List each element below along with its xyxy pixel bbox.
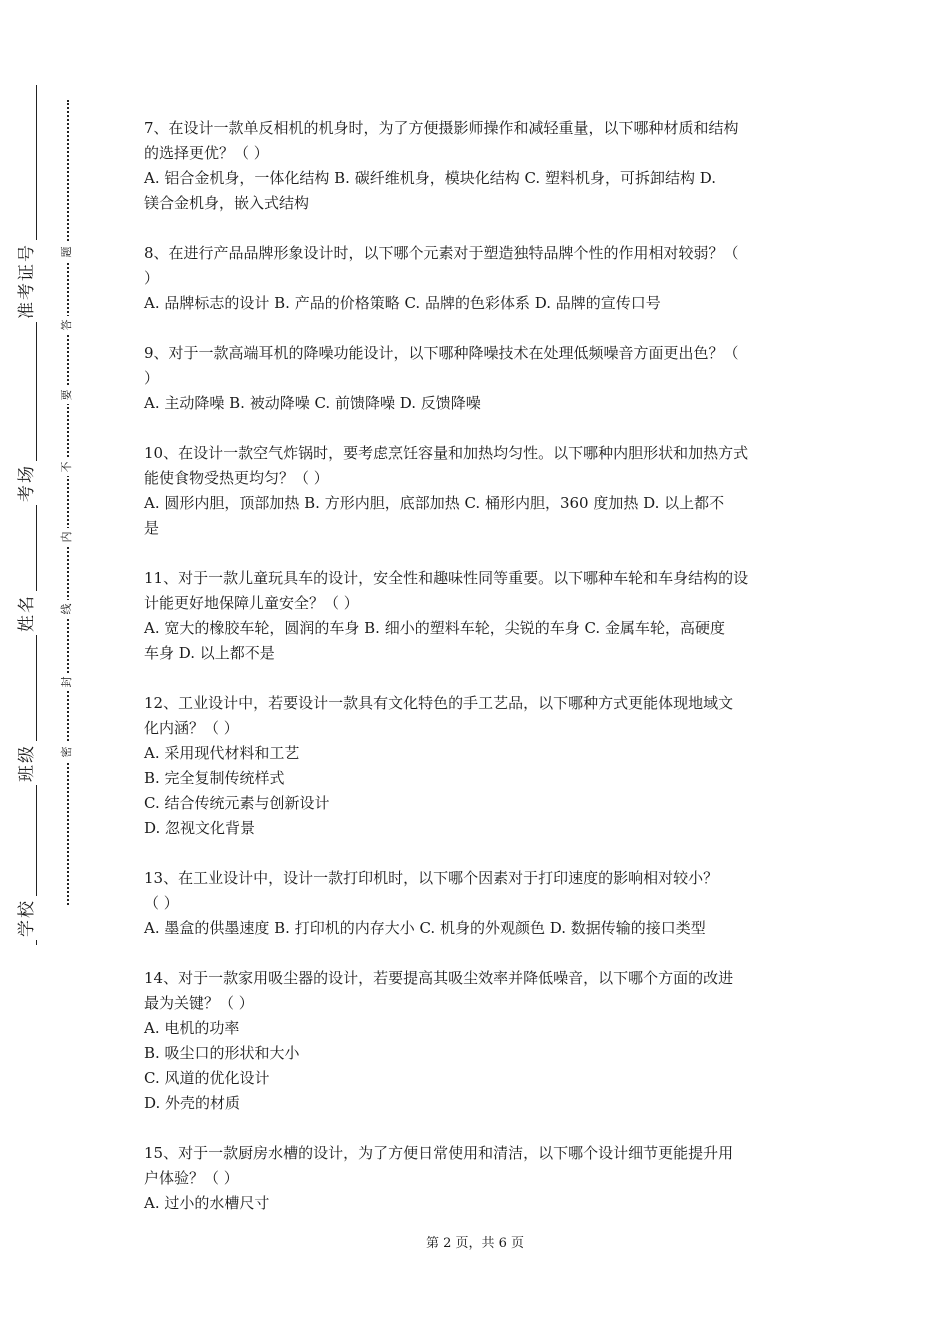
question-option: B. 完全复制传统样式 [144, 769, 285, 787]
question-options: A. 墨盒的供墨速度 B. 打印机的内存大小 C. 机身的外观颜色 D. 数据传输的接口类型 [144, 919, 706, 937]
page-footer: 第 2 页，共 6 页 [425, 1236, 525, 1251]
field-name: 姓名 [12, 575, 62, 635]
field-exam-number: 准考证号 [12, 262, 62, 322]
seal-char: 内 [60, 528, 74, 546]
question-stem-line: 最为关键？（ ） [144, 994, 254, 1012]
seal-dotted-line [67, 100, 69, 905]
question-stem-line: 化内涵？（ ） [144, 719, 239, 737]
question-options: 镁合金机身，嵌入式结构 [144, 194, 310, 212]
question-option: A. 过小的水槽尺寸 [144, 1194, 270, 1212]
question-option: B. 吸尘口的形状和大小 [144, 1044, 300, 1062]
question-stem-line: 13、在工业设计中，设计一款打印机时，以下哪个因素对于打印速度的影响相对较小？ [144, 869, 719, 887]
question-option: A. 采用现代材料和工艺 [144, 744, 300, 762]
seal-char: 要 [60, 386, 74, 404]
question-options: A. 圆形内胆，顶部加热 B. 方形内胆，底部加热 C. 桶形内胆，360 度加热 D. 以上都不 [144, 494, 725, 512]
question-options: 车身 D. 以上都不是 [144, 644, 275, 662]
question-list [144, 116, 809, 1241]
question-option: A. 电机的功率 [144, 1019, 240, 1037]
seal-char: 线 [60, 600, 74, 618]
question-options: A. 铝合金机身，一体化结构 B. 碳纤维机身，模块化结构 C. 塑料机身，可拆卸结构 D. [144, 169, 716, 187]
binding-solid-line [36, 85, 37, 945]
question-options: A. 品牌标志的设计 B. 产品的价格策略 C. 品牌的色彩体系 D. 品牌的宣传口号 [144, 294, 661, 312]
question-stem-line: 15、对于一款厨房水槽的设计，为了方便日常使用和清洁，以下哪个设计细节更能提升用 [144, 1144, 734, 1162]
question-stem-line: 户体验？（ ） [144, 1169, 239, 1187]
question-15 [144, 1141, 809, 1216]
question-option: C. 结合传统元素与创新设计 [144, 794, 330, 812]
question-options: A. 宽大的橡胶车轮，圆润的车身 B. 细小的塑料车轮，尖锐的车身 C. 金属车轮，高硬度 [144, 619, 725, 637]
seal-char: 题 [60, 243, 74, 261]
question-14 [144, 966, 809, 1116]
question-9 [144, 341, 809, 416]
question-10 [144, 441, 809, 541]
question-options: 是 [144, 519, 160, 537]
question-stem-line: 9、对于一款高端耳机的降噪功能设计，以下哪种降噪技术在处理低频噪音方面更出色？（ [144, 344, 739, 362]
question-stem-line: 能使食物受热更均匀？（ ） [144, 469, 329, 487]
field-exam-room: 考场 [12, 445, 62, 505]
question-stem-line: 7、在设计一款单反相机的机身时，为了方便摄影师操作和减轻重量，以下哪种材质和结构 [144, 119, 739, 137]
question-11 [144, 566, 809, 666]
seal-char: 封 [60, 673, 74, 691]
question-stem-line: （ ） [144, 894, 179, 912]
question-7 [144, 116, 809, 216]
question-stem-line: 8、在进行产品品牌形象设计时，以下哪个元素对于塑造独特品牌个性的作用相对较弱？（ [144, 244, 739, 262]
question-8 [144, 241, 809, 316]
seal-char: 不 [60, 458, 74, 476]
question-option: D. 外壳的材质 [144, 1094, 241, 1112]
question-13 [144, 866, 809, 941]
question-stem-line: ） [144, 369, 160, 387]
question-options: A. 主动降噪 B. 被动降噪 C. 前馈降噪 D. 反馈降噪 [144, 394, 481, 412]
seal-char: 密 [60, 743, 74, 761]
question-stem-line: 14、对于一款家用吸尘器的设计，若要提高其吸尘效率并降低噪音，以下哪个方面的改进 [144, 969, 734, 987]
question-stem-line: 计能更好地保障儿童安全？（ ） [144, 594, 359, 612]
field-school: 学校 [12, 880, 62, 940]
question-option: C. 风道的优化设计 [144, 1069, 270, 1087]
question-stem-line: 11、对于一款儿童玩具车的设计，安全性和趣味性同等重要。以下哪种车轮和车身结构的设 [144, 569, 749, 587]
question-stem-line: 10、在设计一款空气炸锅时，要考虑烹饪容量和加热均匀性。以下哪种内胆形状和加热方式 [144, 444, 749, 462]
question-12 [144, 691, 809, 841]
question-stem-line: 12、工业设计中，若要设计一款具有文化特色的手工艺品，以下哪种方式更能体现地域文 [144, 694, 734, 712]
seal-char: 答 [60, 316, 74, 334]
question-stem-line: 的选择更优？（ ） [144, 144, 269, 162]
field-class: 班级 [12, 725, 62, 785]
question-option: D. 忽视文化背景 [144, 819, 256, 837]
question-stem-line: ） [144, 269, 160, 287]
